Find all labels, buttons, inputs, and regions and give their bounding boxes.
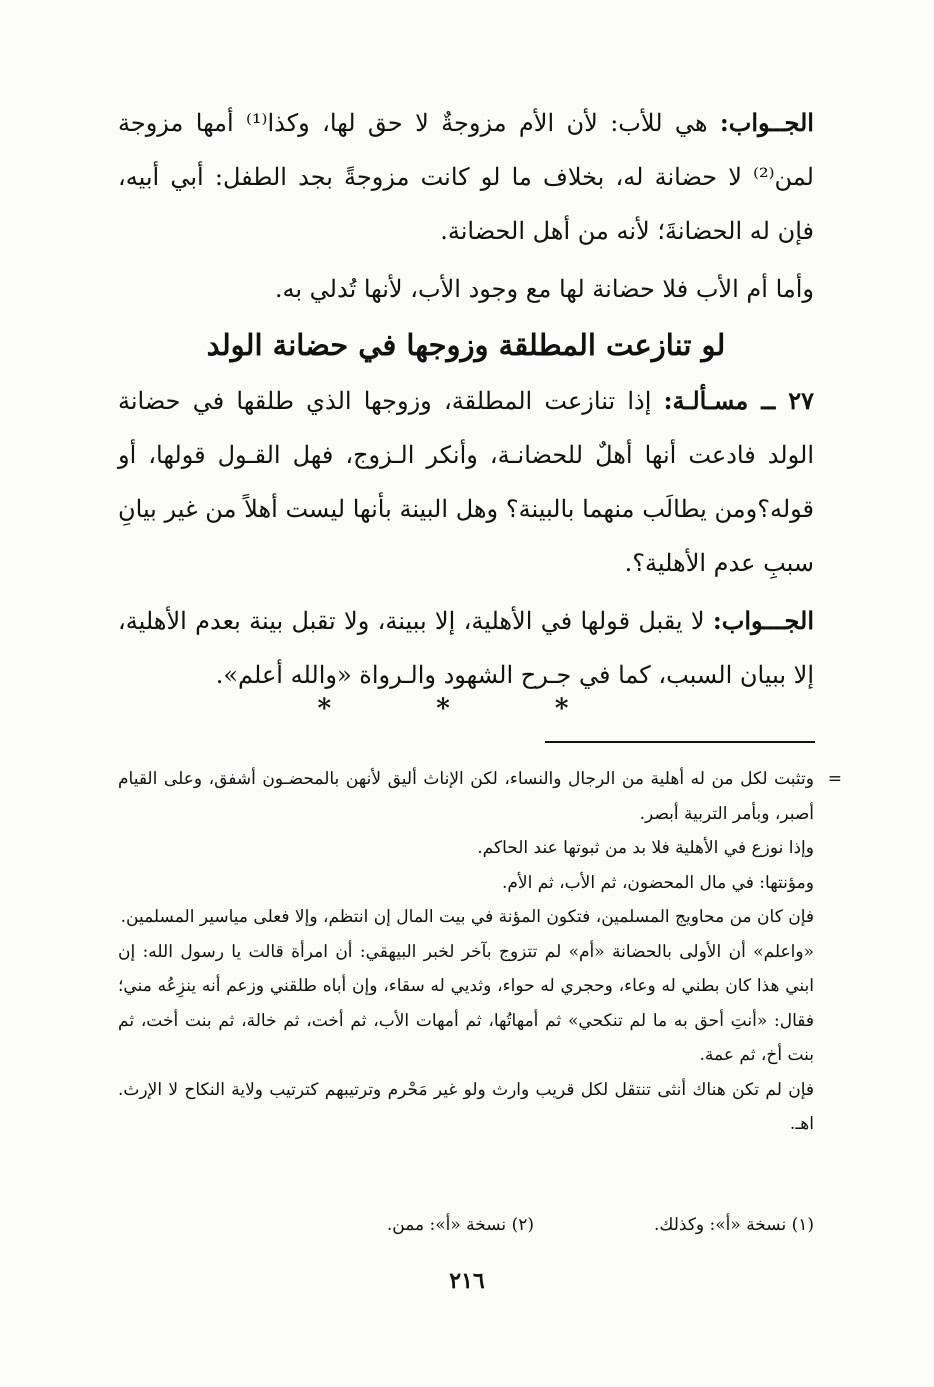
answer-paragraph-2: [118, 594, 814, 702]
footnote-line: ومؤنتها: في مال المحضون، ثم الأب، ثم الأم.: [501, 872, 814, 893]
footnote-line: وتثبت لكل من له أهلية من الرجال والنساء، لكن الإناث أليق لأنهن بالمحضـون أشفق، وعلى القيام أصبر، وبأمر التربية أبصر.: [118, 769, 814, 824]
paragraph-grandmother: وأما أم الأب فلا حضانة لها مع وجود الأب، لأنها تُدلي به.: [274, 275, 814, 303]
answer-paragraph-1: [118, 96, 814, 258]
answer-label: الجــواب:: [719, 108, 814, 137]
page-number: ٢١٦: [449, 1268, 485, 1294]
section-heading: لو تنازعت المطلقة وزوجها في حضانة الولد: [206, 328, 726, 362]
answer-label-2: الجـــواب:: [712, 606, 814, 635]
footnote-line: «واعلم» أن الأولى بالحضانة «أم» لم تتزوج بآخر لخبر البيهقي: أن امرأة قالت يا رسول الله: إن ابني هذا كان بطني له وعاء، وحجري له حواء، وثديي له سقاء، وإن أباه طلقني وزعم أنه ينزِعُه مني؛ فقال: «أنتِ أحق به ما لم تنكحي» ثم أمهاتُها، ثم أمهات الأب، ثم أخت، ثم خالة، ثم بنت أخت، ثم بنت أخ، ثم عمة.: [118, 941, 814, 1065]
answer-text-2: لا يقبل قولها في الأهلية، إلا ببينة، ولا تقبل بينة بعدم الأهلية، إلا ببيان السبب، كما في جـرح الشهود والـرواة «والله أعلم».: [118, 607, 814, 689]
footnote-line: فإن كان من محاويج المسلمين، فتكون المؤنة في بيت المال إن انتظم، وإلا فعلى مياسير المسلمين.: [120, 907, 814, 927]
footnotes-block: [118, 762, 842, 1142]
footnote-line: وإذا نوزع في الأهلية فلا بد من ثبوتها عند الحاكم.: [477, 838, 814, 858]
footnote-rule: [545, 741, 815, 743]
section-separator: * * *: [317, 694, 617, 724]
question-label: ٢٧ ــ مسـألـة:: [663, 386, 814, 415]
footnote-1: (١) نسخة «أ»: وكذلك.: [654, 1215, 814, 1235]
main-text: [118, 96, 814, 702]
question-text: إذا تنازعت المطلقة، وزوجها الذي طلقها في حضانة الولد فادعت أنها أهلٌ للحضانـة، وأنكر الـزوج، فهل القـول قولها، أو قوله؟ومن يطالَب منهما بالبينة؟ وهل البينة بأنها ليست أهلاً من غير بيانِ سببِ عدم الأهلية؟.: [118, 387, 815, 577]
answer-text: هي للأب: لأن الأم مزوجةٌ لا حق لها، وكذا⁽¹⁾ أمها مزوجة لمن⁽²⁾ لا حضانة له، بخلاف ما لو كانت مزوجةً بجد الطفل: أبي أبيه، فإن له الحضانةَ؛ لأنه من أهل الحضانة.: [118, 109, 814, 245]
question-paragraph: [118, 374, 814, 590]
footnote-2: (٢) نسخة «أ»: ممن.: [386, 1215, 534, 1235]
continuation-mark: =: [827, 769, 842, 789]
footnote-line: فإن لم تكن هناك أنثى تنتقل لكل قريب وارث ولو غير مَحْرم وترتيبهم كترتيب ولاية النكاح لا الإرث. اهـ.: [118, 1079, 814, 1134]
numbered-footnotes: [118, 1208, 814, 1242]
